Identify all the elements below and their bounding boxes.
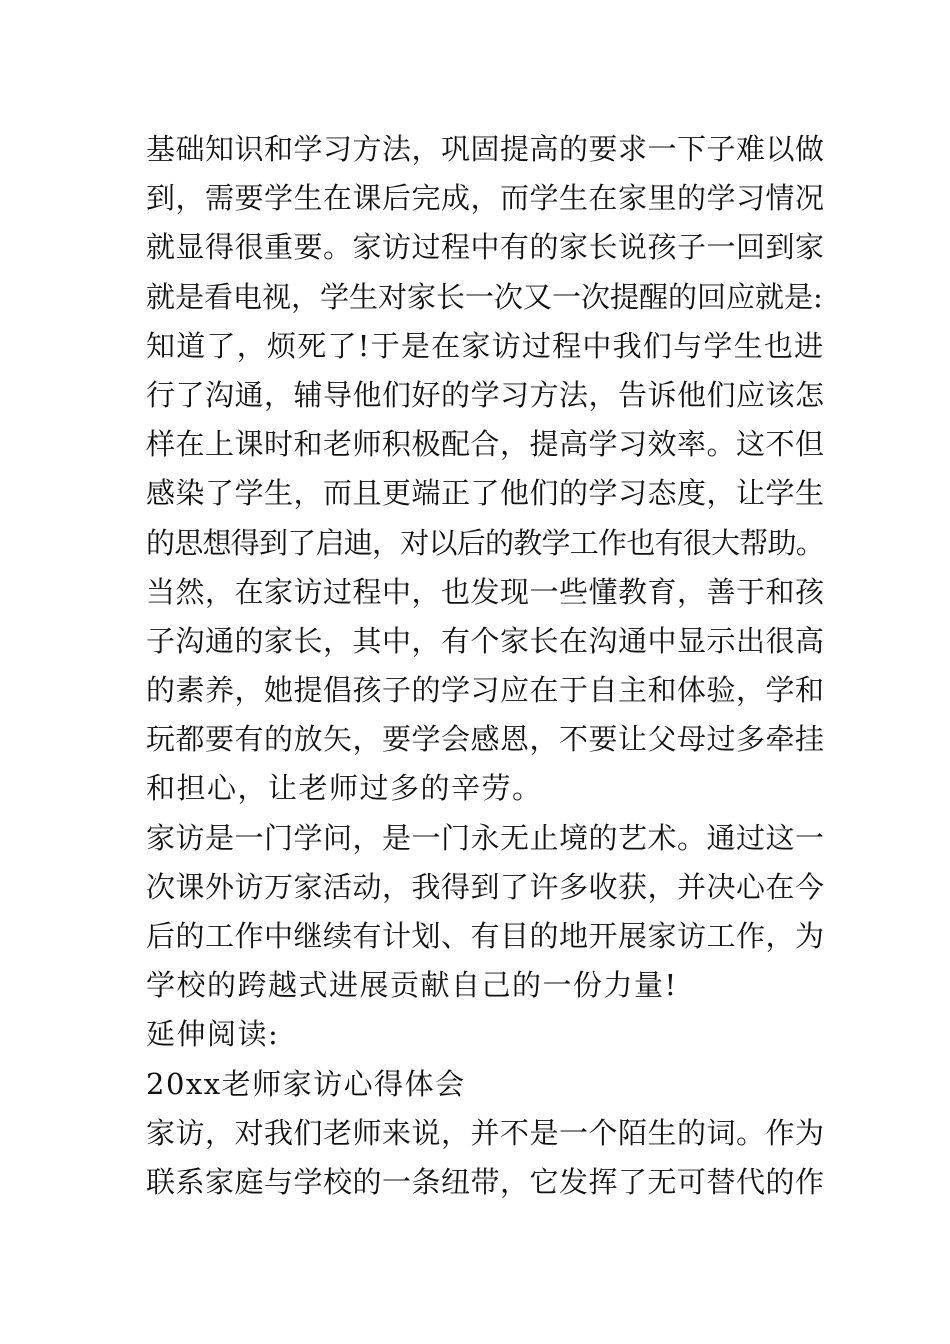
text-line: 家访是一门学问，是一门永无止境的艺术。通过这一 — [146, 820, 825, 855]
text-line: 感染了学生，而且更端正了他们的学习态度，让学生 — [146, 476, 825, 511]
text-line: 和担心，让老师过多的辛劳。 — [146, 771, 543, 806]
text-line: 的素养，她提倡孩子的学习应在于自主和体验，学和 — [146, 673, 825, 708]
text-line: 知道了，烦死了!于是在家访过程中我们与学生也进 — [146, 328, 825, 363]
text-line: 样在上课时和老师积极配合，提高学习效率。这不但 — [146, 427, 825, 462]
text-line: 到，需要学生在课后完成，而学生在家里的学习情况 — [146, 181, 825, 216]
text-line: 就是看电视，学生对家长一次又一次提醒的回应就是: — [146, 279, 823, 314]
text-line: 就显得很重要。家访过程中有的家长说孩子一回到家 — [146, 230, 825, 265]
text-line: 后的工作中继续有计划、有目的地开展家访工作，为 — [146, 919, 825, 953]
text-line: 玩都要有的放矢，要学会感恩，不要让父母过多牵挂 — [146, 722, 825, 757]
section-heading: 延伸阅读: — [146, 1017, 280, 1052]
text-line: 子沟通的家长，其中，有个家长在沟通中显示出很高 — [146, 623, 825, 658]
text-line: 行了沟通，辅导他们好的学习方法，告诉他们应该怎 — [146, 377, 825, 412]
text-line: 次课外访万家活动，我得到了许多收获，并决心在今 — [146, 869, 825, 904]
text-line: 的思想得到了启迪，对以后的教学工作也有很大帮助。 — [146, 525, 825, 560]
article-title: 20xx老师家访心得体会 — [146, 1066, 466, 1101]
text-line: 基础知识和学习方法，巩固提高的要求一下子难以做 — [146, 132, 825, 166]
document-body — [146, 125, 826, 1207]
text-line: 学校的跨越式进展贡献自己的一份力量! — [146, 968, 678, 1003]
text-line: 联系家庭与学校的一条纽带，它发挥了无可替代的作 — [146, 1164, 825, 1199]
text-line: 当然，在家访过程中，也发现一些懂教育，善于和孩 — [146, 574, 825, 609]
text-line: 家访，对我们老师来说，并不是一个陌生的词。作为 — [146, 1115, 825, 1150]
